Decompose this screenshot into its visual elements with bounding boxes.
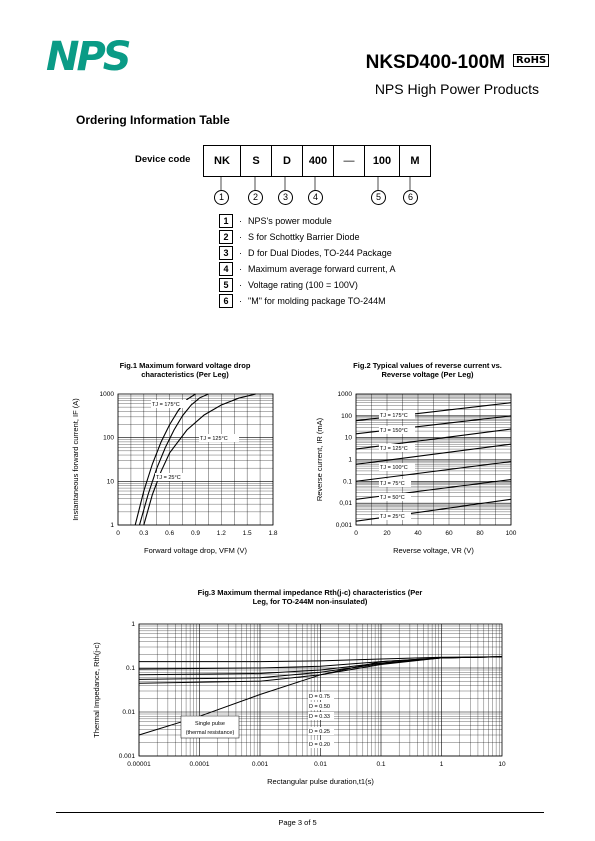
x-tick-label: 0.3 <box>139 530 149 537</box>
x-tick-label: 0 <box>116 530 120 537</box>
y-tick-label: 10 <box>106 478 114 486</box>
legend-text: Voltage rating (100 = 100V) <box>248 280 358 290</box>
legend-text: Maximum average forward current, A <box>248 264 396 274</box>
x-axis-label: Reverse voltage, VR (V) <box>393 546 474 555</box>
series-label: TJ = 175°C <box>152 402 180 408</box>
legend-item: 2 · S for Schottky Barrier Diode <box>219 230 360 244</box>
fig2-title: Fig.2 Typical values of reverse current vs. Reverse voltage (Per Leg) <box>353 361 502 379</box>
series-label: TJ = 100°C <box>380 465 408 471</box>
y-tick-label: 1 <box>348 456 352 464</box>
x-tick-label: 0 <box>354 530 358 537</box>
x-axis-label: Rectangular pulse duration,t1(s) <box>267 777 374 786</box>
code-cell: S <box>241 146 272 177</box>
y-tick-label: 0,01 <box>339 500 352 508</box>
legend-item: 3 · D for Dual Diodes, TO-244 Package <box>219 246 392 260</box>
y-tick-label: 1000 <box>99 391 114 398</box>
legend-text: S for Schottky Barrier Diode <box>248 232 360 242</box>
code-circle: 1 <box>214 190 229 205</box>
legend-number: 6 <box>219 294 233 308</box>
legend-number: 4 <box>219 262 233 276</box>
series-line <box>135 394 195 525</box>
legend-text: D for Dual Diodes, TO-244 Package <box>248 248 392 258</box>
code-circle: 4 <box>308 190 323 205</box>
code-circle: 2 <box>248 190 263 205</box>
legend-item: 5 · Voltage rating (100 = 100V) <box>219 278 358 292</box>
code-circle: 6 <box>403 190 418 205</box>
y-axis-label: Thermal Impedance, Rth(j-c) <box>92 642 101 738</box>
x-tick-label: 100 <box>505 530 517 537</box>
y-axis-label: Reverse current, IR (mA) <box>315 417 324 502</box>
y-tick-label: 0.1 <box>342 478 352 486</box>
y-tick-label: 10 <box>344 434 352 442</box>
series-label: TJ = 75°C <box>380 481 405 487</box>
legend-number: 1 <box>219 214 233 228</box>
x-tick-label: 1 <box>439 761 444 768</box>
rohs-badge: RoHS <box>513 54 549 67</box>
y-tick-label: 0.1 <box>125 665 135 672</box>
annotation-text: Single pulse <box>195 721 225 727</box>
x-tick-label: 0.1 <box>376 761 386 768</box>
y-tick-label: 0,001 <box>335 522 352 529</box>
code-cell: 100 <box>365 146 400 177</box>
legend-item: 1 · NPS's power module <box>219 214 332 228</box>
series-label: TJ = 150°C <box>380 428 408 434</box>
legend-item: 4 · Maximum average forward current, A <box>219 262 396 276</box>
legend-number: 3 <box>219 246 233 260</box>
x-tick-label: 0.01 <box>314 761 327 768</box>
legend-number: 5 <box>219 278 233 292</box>
code-cell: M <box>400 146 431 177</box>
x-tick-label: 40 <box>414 530 422 537</box>
page-number: Page 3 of 5 <box>278 818 317 827</box>
series-label: TJ = 50°C <box>380 495 405 501</box>
fig3-title: Fig.3 Maximum thermal impedance Rth(j-c) characteristics (Per Leg, for TO-244M non-insulated) <box>197 588 423 606</box>
x-tick-label: 0.001 <box>251 761 269 768</box>
x-tick-label: 1.2 <box>216 530 226 537</box>
fig3-chart <box>85 618 525 798</box>
device-code-table <box>203 145 431 177</box>
y-tick-label: 0.001 <box>118 753 135 760</box>
x-tick-label: 80 <box>476 530 484 537</box>
series-label: D = 0.25 <box>309 729 330 735</box>
x-tick-label: 20 <box>383 530 391 537</box>
nps-logo: NPS <box>46 34 129 80</box>
x-tick-label: 60 <box>445 530 453 537</box>
code-cell: 400 <box>303 146 334 177</box>
series-label: TJ = 25°C <box>380 514 405 520</box>
device-code-label: Device code <box>135 154 191 165</box>
x-tick-label: 0.6 <box>165 530 175 537</box>
x-tick-label: 10 <box>498 761 506 768</box>
annotation-text: (thermal resistance) <box>185 730 235 736</box>
series-label: D = 0.20 <box>309 742 330 748</box>
y-axis-label: Instantaneous forward current, IF (A) <box>71 398 80 521</box>
legend-text: NPS's power module <box>248 216 332 226</box>
code-circle: 3 <box>278 190 293 205</box>
footer-divider <box>56 812 544 813</box>
series-label: TJ = 125°C <box>380 446 408 452</box>
x-axis-label: Forward voltage drop, VFM (V) <box>144 546 247 555</box>
x-tick-label: 0.00001 <box>127 761 151 768</box>
y-tick-label: 1 <box>131 621 135 628</box>
legend-number: 2 <box>219 230 233 244</box>
fig2-chart <box>310 388 525 563</box>
y-tick-label: 100 <box>103 434 114 442</box>
x-tick-label: 1.8 <box>268 530 278 537</box>
code-cell: — <box>334 146 365 177</box>
x-tick-label: 1.5 <box>242 530 252 537</box>
code-circle: 5 <box>371 190 386 205</box>
y-tick-label: 1000 <box>337 391 352 398</box>
legend-item: 6 · "M" for molding package TO-244M <box>219 294 386 308</box>
series-label: D = 0.50 <box>309 704 330 710</box>
y-tick-label: 0.01 <box>122 709 135 716</box>
series-label: TJ = 25°C <box>156 475 181 481</box>
section-title: Ordering Information Table <box>76 113 230 127</box>
part-number: NKSD400-100M <box>365 52 505 73</box>
series-label: D = 0.33 <box>309 714 330 720</box>
code-cell: D <box>272 146 303 177</box>
x-tick-label: 0.9 <box>190 530 201 537</box>
fig1-chart <box>70 388 290 563</box>
code-cell: NK <box>204 146 241 177</box>
series-label: TJ = 175°C <box>380 413 408 419</box>
x-tick-label: 0.0001 <box>189 761 210 768</box>
series-label: D = 0.75 <box>309 694 330 700</box>
series-label: TJ = 125°C <box>200 436 228 442</box>
legend-text: "M" for molding package TO-244M <box>248 296 386 306</box>
y-tick-label: 100 <box>341 412 352 420</box>
y-tick-label: 1 <box>110 522 114 529</box>
fig1-title: Fig.1 Maximum forward voltage drop characteristics (Per Leg) <box>119 361 251 379</box>
header-subtitle: NPS High Power Products <box>374 81 539 97</box>
